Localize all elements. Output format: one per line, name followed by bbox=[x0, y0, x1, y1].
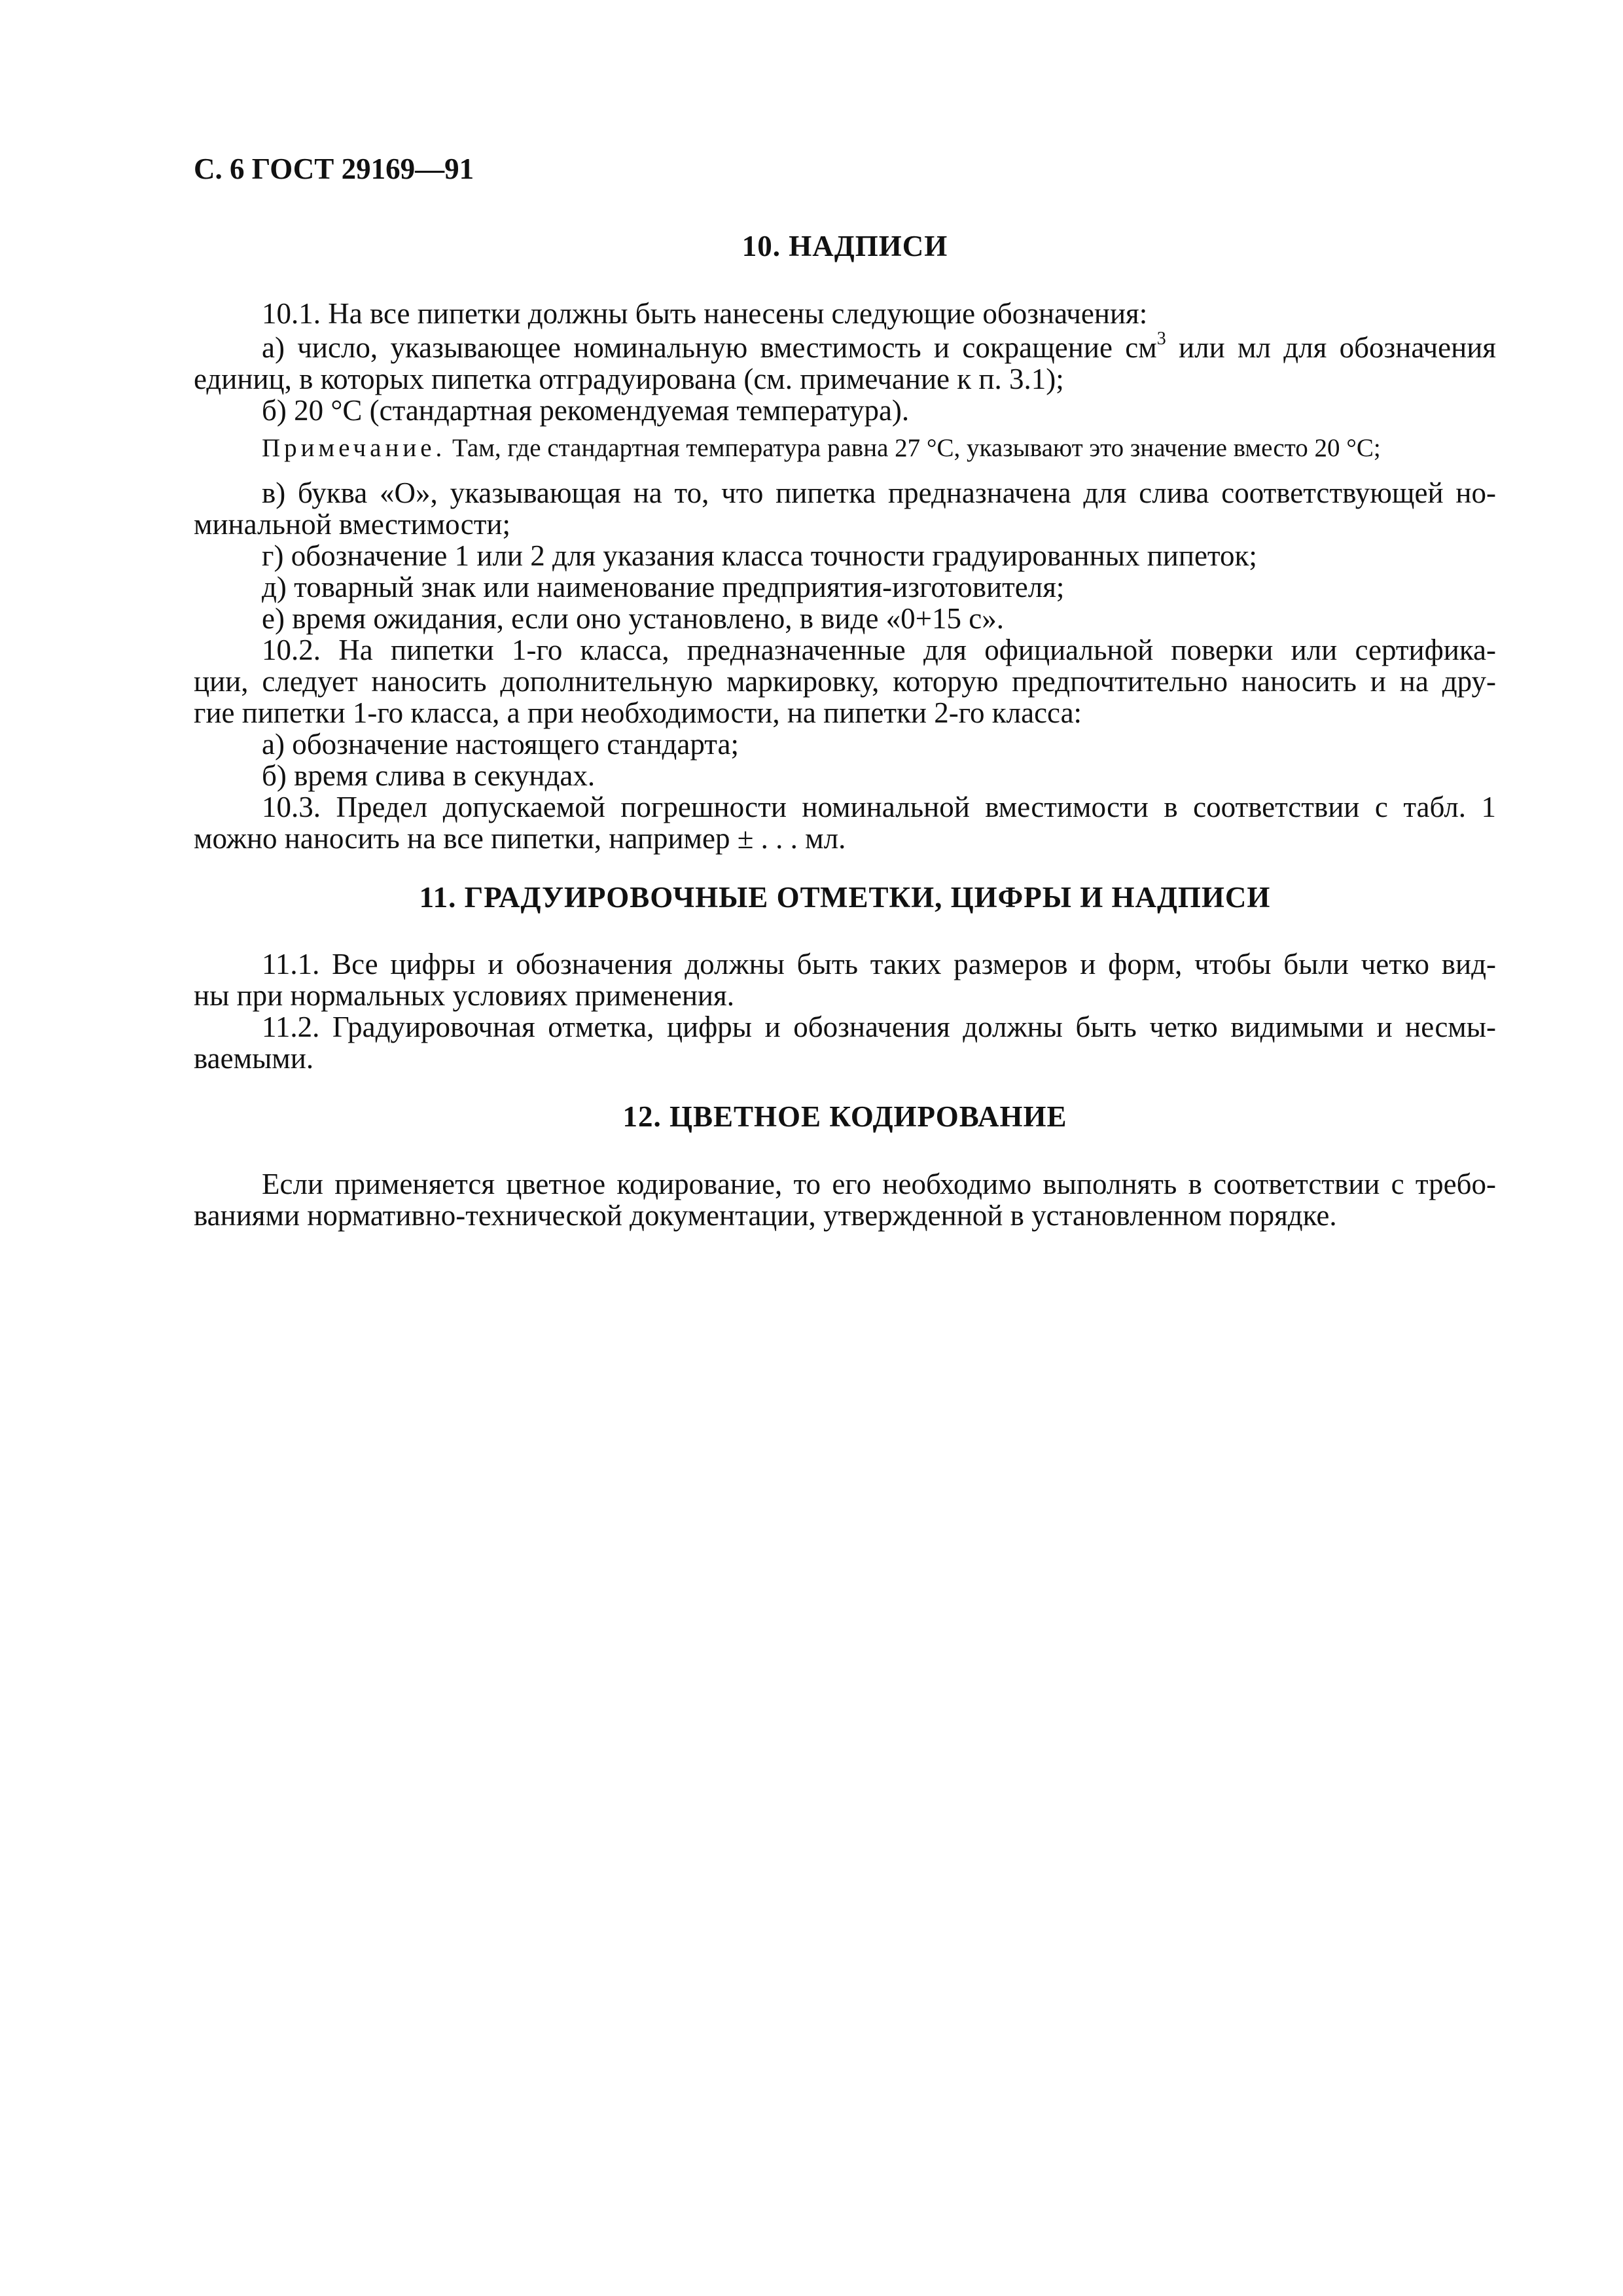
paragraph-10-3-line-1: 10.3. Предел допускаемой погрешности номинальной вместимости в соответствии с табл. 1 bbox=[262, 791, 1496, 823]
paragraph-10-1-line: 10.1. На все пипетки должны быть нанесены следующие обозначения: bbox=[262, 297, 1148, 330]
paragraph-11-2-line-2: ваемыми. bbox=[194, 1042, 314, 1075]
item-v-line: в) буква «О», указывающая на то, что пипетка предназначена для слива соответствующей но- bbox=[262, 476, 1496, 509]
note-line bbox=[262, 433, 1381, 463]
section-12-title: 12. ЦВЕТНОЕ КОДИРОВАНИЕ bbox=[622, 1100, 1067, 1133]
item-a-text: а) число, указывающее номинальную вместимость и сокращение см bbox=[262, 331, 1157, 364]
section-11-title: 11. ГРАДУИРОВОЧНЫЕ ОТМЕТКИ, ЦИФРЫ И НАДПИСИ bbox=[419, 881, 1271, 914]
paragraph-10-2-line-3: гие пипетки 1-го класса, а при необходимости, на пипетки 2-го класса: bbox=[194, 696, 1082, 729]
item-b-line: б) 20 °C (стандартная рекомендуемая температура). bbox=[262, 394, 910, 427]
paragraph-12-line-1: Если применяется цветное кодирование, то его необходимо выполнять в соответствии с требо- bbox=[262, 1168, 1496, 1200]
paragraph-11-1-line-1: 11.1. Все цифры и обозначения должны быть таких размеров и форм, чтобы были четко вид- bbox=[262, 948, 1496, 980]
item-e-line: е) время ожидания, если оно установлено, в виде «0+15 с». bbox=[262, 602, 1005, 635]
section-10-title: 10. НАДПИСИ bbox=[741, 230, 948, 262]
paragraph-10-2-line-1: 10.2. На пипетки 1-го класса, предназначенные для официальной поверки или сертифика- bbox=[262, 634, 1496, 666]
item-a-continuation: единиц, в которых пипетка отградуирована (см. примечание к п. 3.1); bbox=[194, 363, 1064, 395]
superscript-3: 3 bbox=[1156, 329, 1166, 349]
paragraph-11-1-line-2: ны при нормальных условиях применения. bbox=[194, 979, 734, 1012]
item-d-line: д) товарный знак или наименование предприятия-изготовителя; bbox=[262, 571, 1065, 603]
note-label: Примечание. bbox=[262, 434, 446, 462]
running-head: С. 6 ГОСТ 29169—91 bbox=[194, 152, 474, 185]
paragraph-12-line-2: ваниями нормативно-технической документации, утвержденной в установленном порядке. bbox=[194, 1199, 1337, 1232]
note-text: Там, где стандартная температура равна 27 °C, указывают это значение вместо 20 °C; bbox=[446, 434, 1381, 462]
item-a-line bbox=[262, 331, 1496, 365]
item-v-continuation: минальной вместимости; bbox=[194, 508, 510, 541]
paragraph-10-3-line-2: можно наносить на все пипетки, например ± . . . мл. bbox=[194, 822, 846, 855]
item-a-text-end: или мл для обозначения bbox=[1166, 331, 1497, 364]
item-10-2-a: а) обозначение настоящего стандарта; bbox=[262, 728, 739, 761]
item-g-line: г) обозначение 1 или 2 для указания класса точности градуированных пипеток; bbox=[262, 539, 1257, 572]
item-10-2-b: б) время слива в секундах. bbox=[262, 759, 596, 792]
paragraph-10-2-line-2: ции, следует наносить дополнительную маркировку, которую предпочтительно наносить и на дру- bbox=[194, 665, 1496, 698]
paragraph-11-2-line-1: 11.2. Градуировочная отметка, цифры и обозначения должны быть четко видимыми и несмы- bbox=[262, 1011, 1496, 1043]
